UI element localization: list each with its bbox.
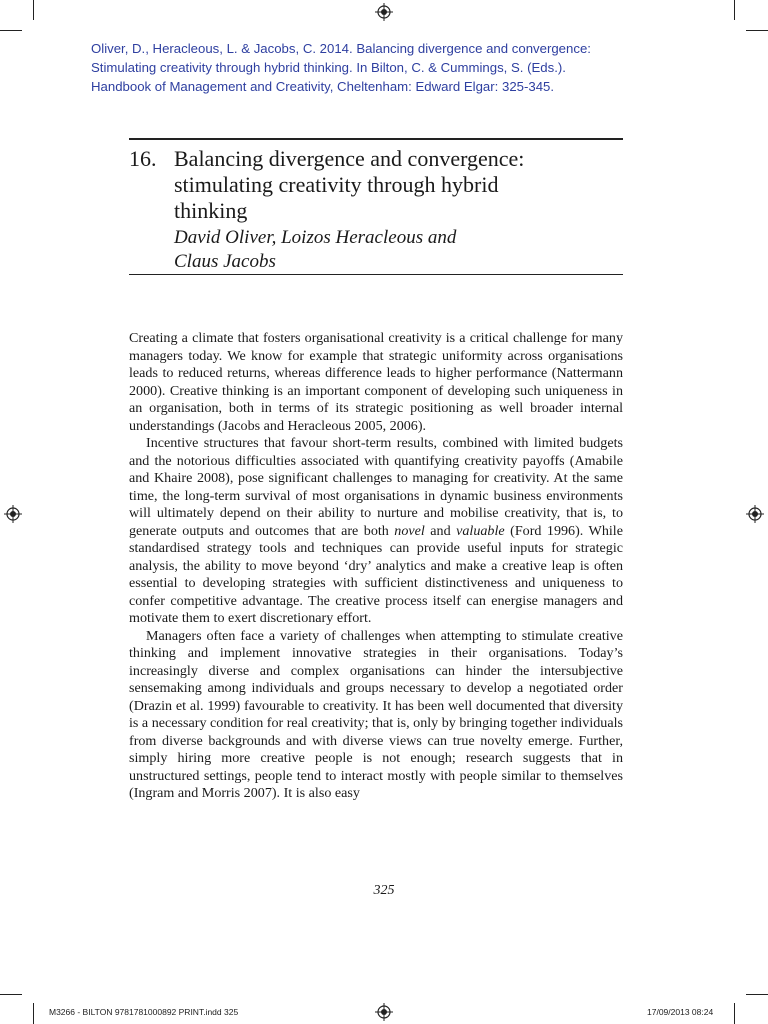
crop-mark	[746, 994, 768, 995]
registration-mark-icon	[746, 505, 764, 523]
paragraph	[129, 435, 623, 628]
print-slug-file: M3266 - BILTON 9781781000892 PRINT.indd 325	[49, 1007, 239, 1017]
crop-mark	[0, 30, 22, 31]
citation-line: Oliver, D., Heracleous, L. & Jacobs, C. 2014. Balancing divergence and convergence:	[91, 41, 591, 56]
registration-mark-icon	[375, 3, 393, 21]
chapter-authors	[174, 226, 614, 274]
registration-mark-icon	[4, 505, 22, 523]
emphasis: novel	[394, 522, 425, 539]
citation-line: Stimulating creativity through hybrid thinking. In Bilton, C. & Cummings, S. (Eds.).	[91, 60, 566, 75]
paragraph: Managers often face a variety of challenges when attempting to stimulate creative thinking and implement innovative strategies in their organisations. Today’s increasingly diverse and complex organisations can hinder the intersubjective sensemaking among individuals and groups necessary to develop a negotiated order (Drazin et al. 1999) favourable to creativity. It has been well documented that diversity is a necessary condition for real creativity; that is, only by bringing together individuals from diverse backgrounds and with diverse views can true novelty emerge. Further, simply hiring more creative people is not enough; research suggests that in unstructured settings, people tend to interact mostly with people similar to themselves (Ingram and Morris 2007). It is also easy	[129, 627, 623, 801]
crop-mark	[746, 30, 768, 31]
registration-mark-icon	[375, 1003, 393, 1021]
paragraph: Creating a climate that fosters organisational creativity is a critical challenge for many managers today. We know for example that strategic uniformity across organisations leads to reduced returns, whereas difference leads to higher performance (Nattermann 2000). Creative thinking is an important component of developing such uniqueness in an organisation, both in terms of its strategic positioning as well broader internal understandings (Jacobs and Heracleous 2005, 2006).	[129, 330, 623, 434]
title-rule-bottom	[129, 274, 623, 275]
paragraph-text: (Ford 1996). While standardised strategy tools and techniques can provide useful inputs for strategic analysis, the ability to move beyond ‘dry’ analytics and make a creative leap is often essential to developing strategies with sufficient distinctiveness and uniqueness to confer competitive advantage. The creative process itself can energise managers and motivate them to exert discretionary effort.	[129, 522, 623, 626]
authors-line: David Oliver, Loizos Heracleous and	[174, 227, 457, 248]
crop-mark	[734, 1003, 735, 1024]
authors-line: Claus Jacobs	[174, 251, 276, 272]
emphasis: valuable	[456, 522, 505, 539]
crop-mark	[33, 1003, 34, 1024]
crop-mark	[0, 994, 22, 995]
chapter-title-line: thinking	[174, 198, 248, 223]
page-number: 325	[373, 883, 395, 898]
chapter-title	[174, 146, 614, 224]
title-rule-top	[129, 138, 623, 140]
chapter-title-line: Balancing divergence and convergence:	[174, 146, 525, 171]
paragraph-text: Incentive structures that favour short-term results, combined with limited budgets and the notorious difficulties associated with quantifying creativity payoffs (Amabile and Khaire 2008), pose significant challenges to managing for creativity. At the same time, the long-term survival of most organisations in dynamic business environments will ultimately depend on their ability to nurture and mobilise creativity, that is, to generate outputs and outcomes that are both	[129, 435, 623, 539]
citation-line: Handbook of Management and Creativity, Cheltenham: Edward Elgar: 325-345.	[91, 79, 555, 94]
chapter-title-line: stimulating creativity through hybrid	[174, 172, 499, 197]
crop-mark	[734, 0, 735, 20]
citation-header	[91, 39, 711, 96]
crop-mark	[33, 0, 34, 20]
body-text	[129, 330, 623, 803]
chapter-number: 16.	[129, 146, 157, 171]
print-slug-date: 17/09/2013 08:24	[647, 1007, 714, 1017]
paragraph-text: and	[424, 522, 457, 539]
